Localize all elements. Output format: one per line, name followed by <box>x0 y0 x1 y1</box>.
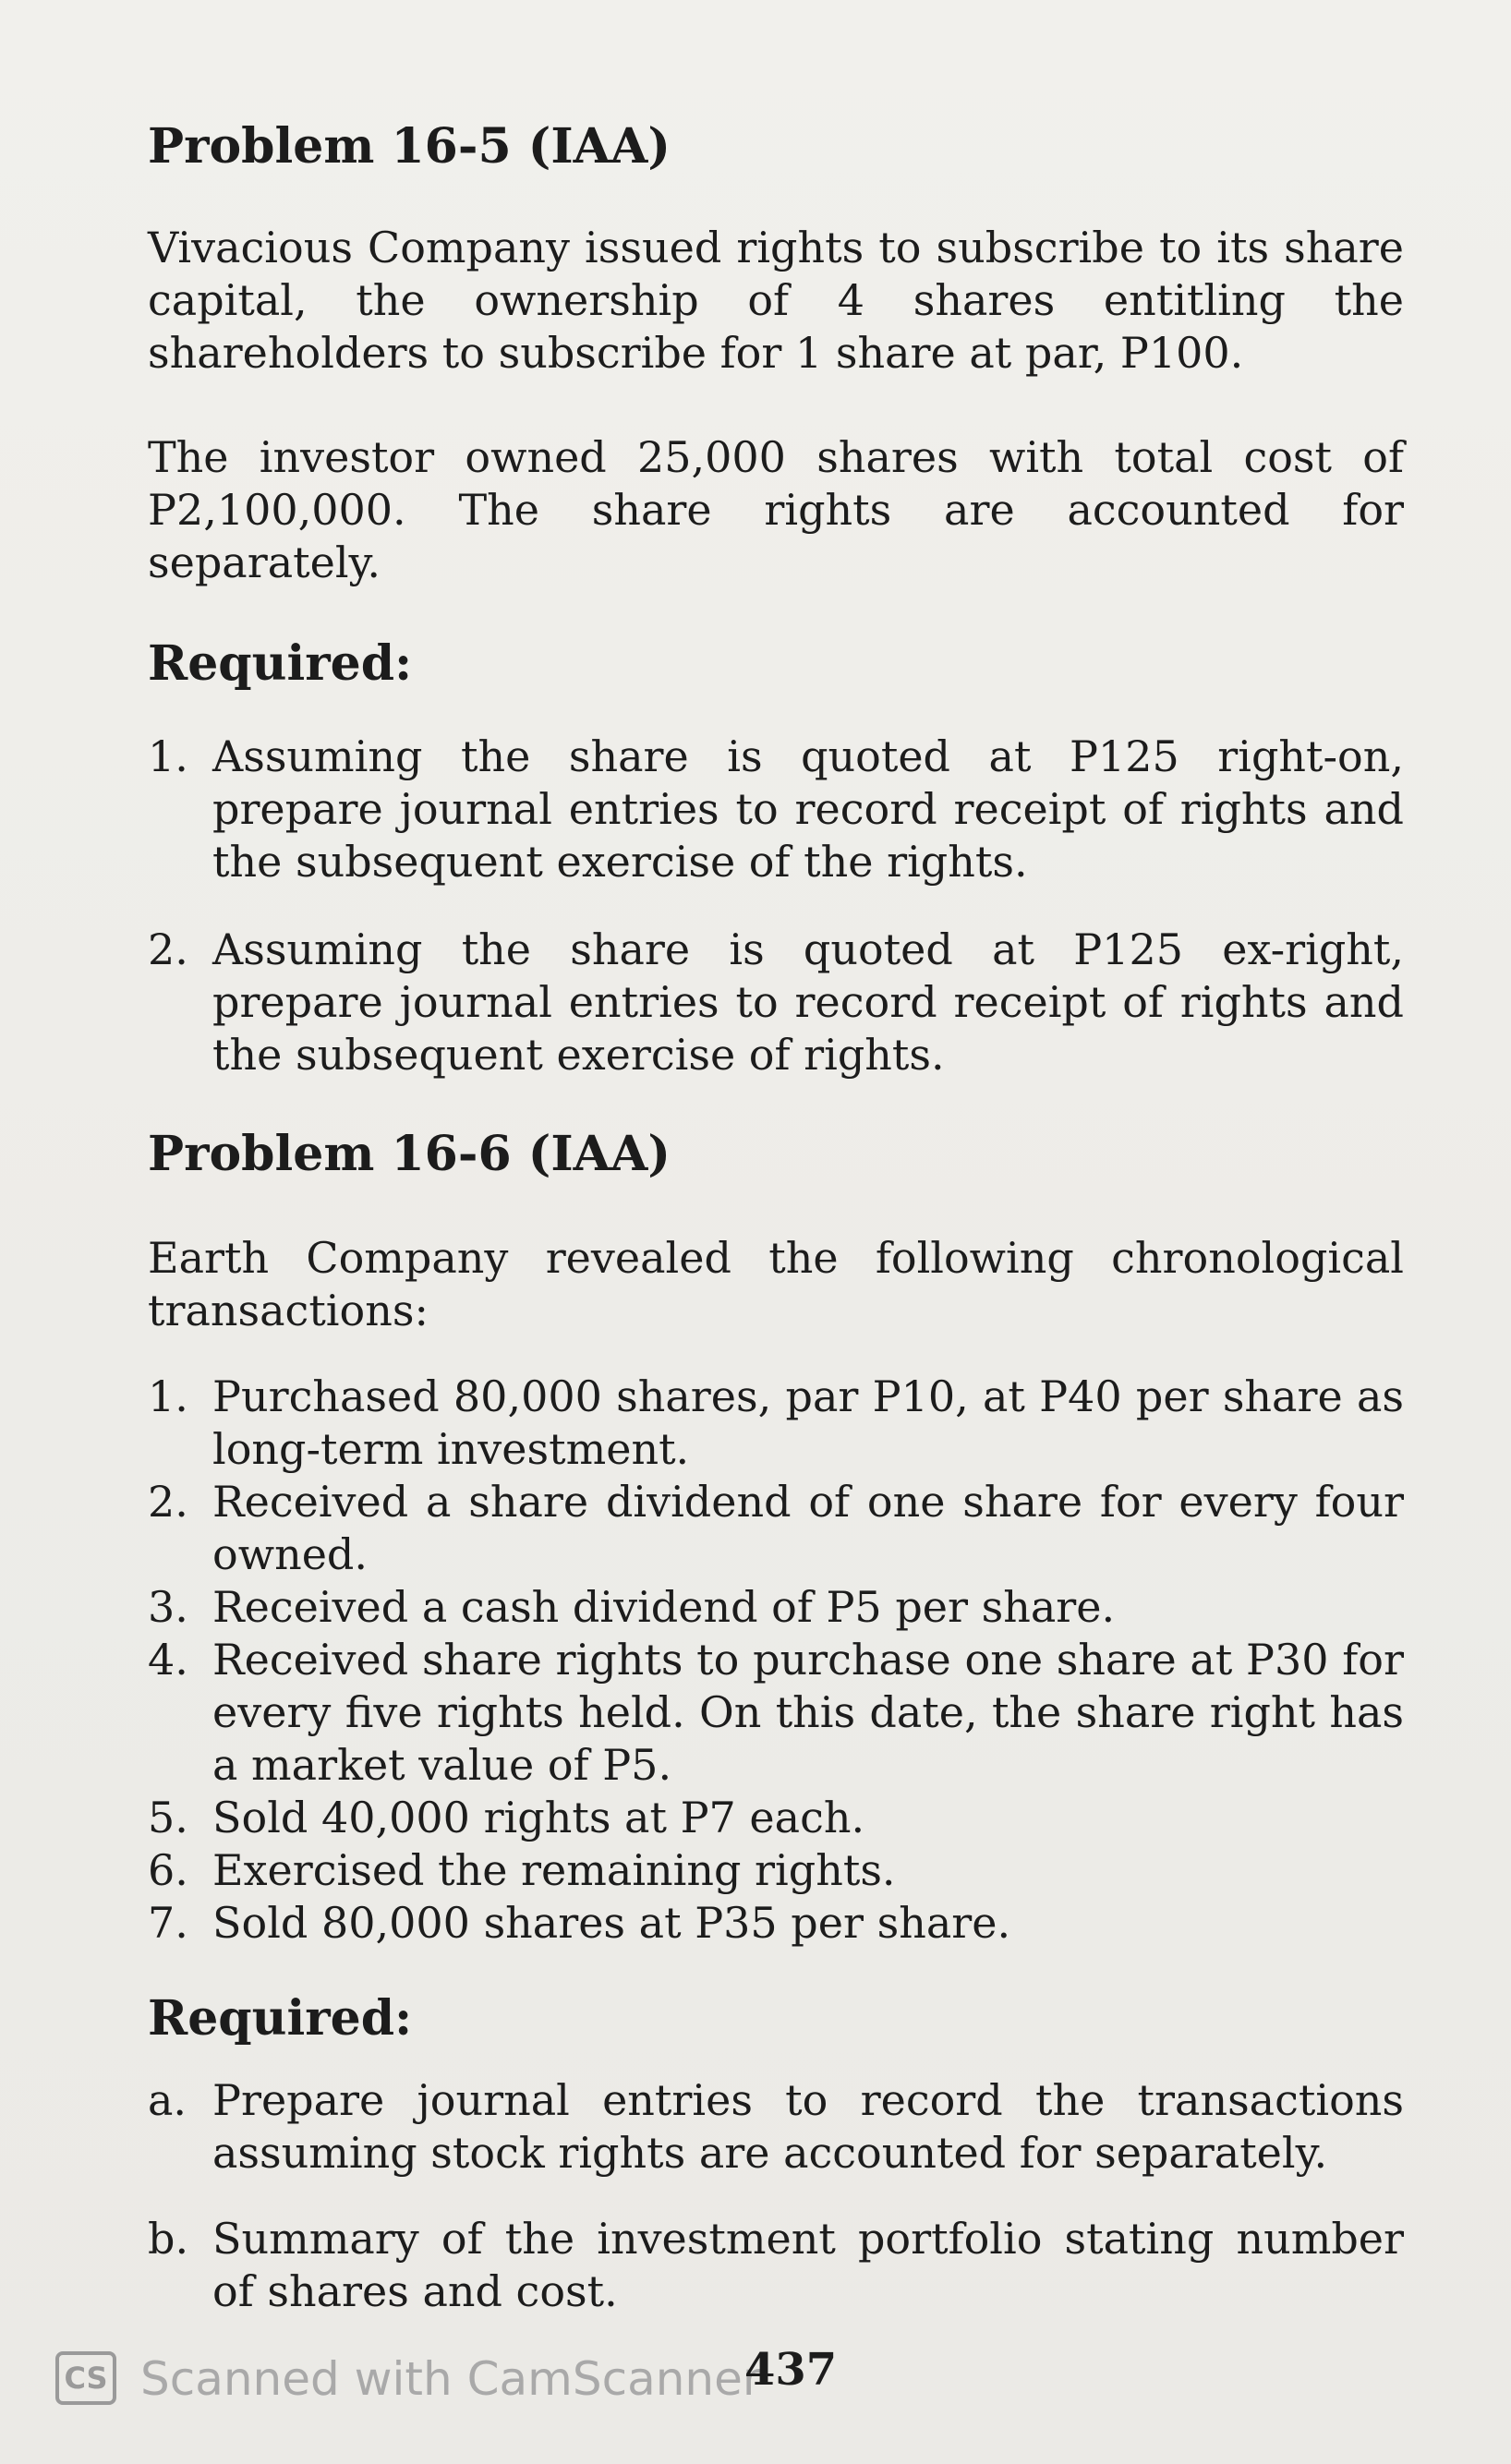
transaction-item-5 <box>148 1792 1404 1844</box>
transaction-item-6 <box>148 1844 1404 1897</box>
problem-16-6-title: Problem 16-6 (IAA) <box>148 1126 671 1183</box>
problem-16-5-required-list <box>148 731 1404 1081</box>
transaction-number: 6. <box>148 1844 188 1895</box>
problem-16-6-intro: Earth Company revealed the following chronological transactions: <box>148 1232 1404 1335</box>
required-item-a <box>148 2074 1404 2180</box>
required-item-text: Assuming the share is quoted at P125 ex-right, prepare journal entries to record receipt of rights and the subsequent exercise of rights. <box>212 924 1404 1081</box>
problem-16-6-required-heading: Required: <box>148 1989 413 2047</box>
camscanner-logo-icon: CS <box>55 2351 116 2405</box>
transaction-item-2 <box>148 1476 1404 1581</box>
transaction-item-4 <box>148 1634 1404 1792</box>
problem-16-5-details: The investor owned 25,000 shares with total cost of P2,100,000. The share rights are accounted for separately. <box>148 432 1404 588</box>
transaction-text: Sold 40,000 rights at P7 each. <box>212 1792 865 1842</box>
transaction-item-7 <box>148 1897 1404 1950</box>
required-item-number: 1. <box>148 731 188 782</box>
problem-16-5-intro: Vivacious Company issued rights to subscribe to its share capital, the ownership of 4 shares entitling the shareholders to subscribe for 1 share at par, P100. <box>148 223 1404 379</box>
transaction-text: Received a share dividend of one share for every four owned. <box>212 1476 1404 1579</box>
transaction-item-1 <box>148 1371 1404 1476</box>
required-item-text: Assuming the share is quoted at P125 right-on, prepare journal entries to record receipt of rights and the subsequent exercise of the rights. <box>212 731 1404 888</box>
camscanner-watermark <box>55 2346 979 2420</box>
transaction-item-3 <box>148 1581 1404 1634</box>
transaction-number: 4. <box>148 1634 188 1685</box>
transaction-text: Received share rights to purchase one share at P30 for every five rights held. On this date, the share right has a market value of P5. <box>212 1634 1404 1790</box>
camscanner-watermark-text: Scanned with CamScanner <box>140 2352 762 2406</box>
problem-16-5-required-heading: Required: <box>148 635 413 693</box>
transaction-number: 2. <box>148 1476 188 1527</box>
transaction-text: Sold 80,000 shares at P35 per share. <box>212 1897 1011 1948</box>
required-item-letter: b. <box>148 2213 189 2264</box>
transaction-number: 1. <box>148 1371 188 1421</box>
transaction-number: 5. <box>148 1792 188 1842</box>
required-item-letter: a. <box>148 2074 187 2125</box>
page-number: 437 <box>744 2344 838 2396</box>
transaction-text: Exercised the remaining rights. <box>212 1844 896 1895</box>
required-item-2 <box>148 924 1404 1081</box>
required-item-b <box>148 2213 1404 2318</box>
problem-16-6-required-list <box>148 2074 1404 2318</box>
problem-16-6-transactions-list <box>148 1371 1404 1950</box>
transaction-text: Received a cash dividend of P5 per share. <box>212 1581 1116 1632</box>
page-content <box>148 111 1404 2318</box>
transaction-text: Purchased 80,000 shares, par P10, at P40 per share as long-term investment. <box>212 1371 1404 1474</box>
required-item-text: Summary of the investment portfolio stating number of shares and cost. <box>212 2213 1404 2316</box>
required-item-number: 2. <box>148 924 188 975</box>
transaction-number: 3. <box>148 1581 188 1632</box>
required-item-1 <box>148 731 1404 888</box>
required-item-text: Prepare journal entries to record the transactions assuming stock rights are accounted for separately. <box>212 2074 1404 2178</box>
problem-16-5-title: Problem 16-5 (IAA) <box>148 118 671 175</box>
transaction-number: 7. <box>148 1897 188 1948</box>
